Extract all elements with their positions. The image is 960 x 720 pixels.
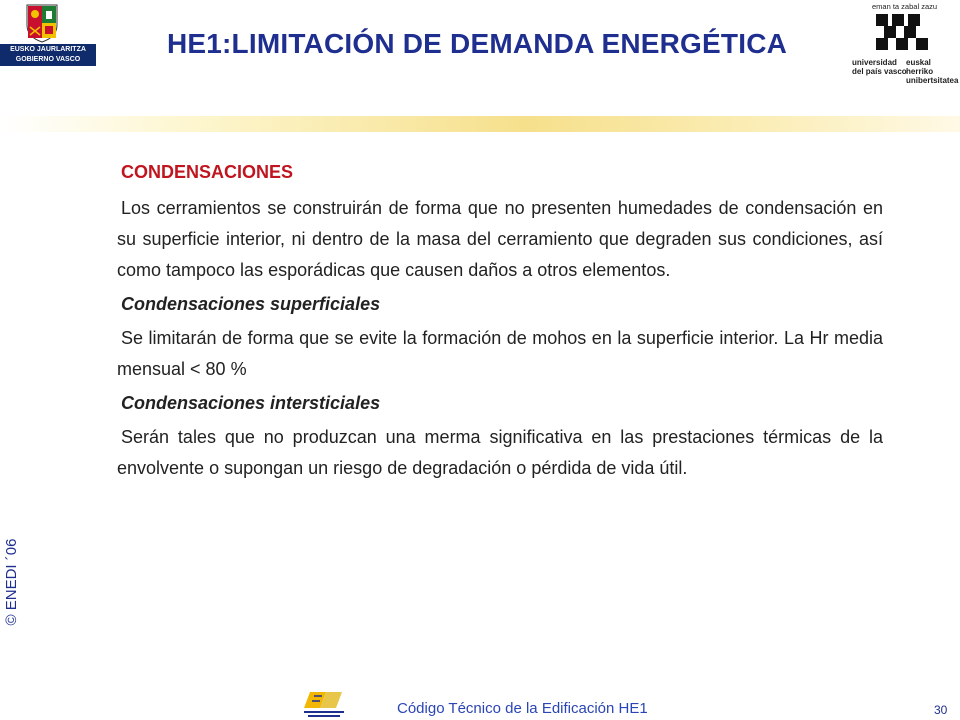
footer-logo-icon xyxy=(296,688,352,720)
coat-of-arms-icon xyxy=(25,3,59,43)
university-name-eu: euskal herriko unibertsitatea xyxy=(906,58,959,85)
subheading-superficial: Condensaciones superficiales xyxy=(121,294,381,314)
basque-government-logo xyxy=(0,0,96,68)
paragraph-superficial: Se limitarán de forma que se evite la formación de mohos en la superficie interior. La Hr media mensual < 80 % xyxy=(117,328,883,379)
basque-government-name xyxy=(0,44,96,66)
section-heading: CONDENSACIONES xyxy=(121,162,294,182)
org-name-eu: EUSKO JAURLARITZA xyxy=(10,46,86,53)
decorative-gradient-band xyxy=(0,116,960,132)
subheading-interstitial: Condensaciones intersticiales xyxy=(121,393,381,413)
paragraph-intro: Los cerramientos se construirán de forma que no presenten humedades de condensación en su superficie interior, ni dentro de la masa del cerramiento que degraden sus condiciones, así como tampoco las esporádicas que causen daños a otros elementos. xyxy=(117,198,883,280)
university-name-es: universidad del país vasco xyxy=(852,58,907,76)
paragraph-interstitial: Serán tales que no produzcan una merma significativa en las prestaciones térmicas de la envolvente o supongan un riesgo de degradación o pérdida de vida útil. xyxy=(117,427,883,478)
slide-title: HE1:LIMITACIÓN DE DEMANDA ENERGÉTICA xyxy=(166,28,788,59)
university-logo xyxy=(848,0,958,100)
footer-text: Código Técnico de la Edificación HE1 xyxy=(397,700,648,717)
university-mark-icon xyxy=(874,12,932,52)
side-credit: © ENEDI ´06 xyxy=(3,538,20,626)
university-motto: eman ta zabal zazu xyxy=(872,2,938,11)
slide-content xyxy=(117,162,883,489)
page-number: 30 xyxy=(934,703,948,717)
org-name-es: GOBIERNO VASCO xyxy=(15,56,81,63)
